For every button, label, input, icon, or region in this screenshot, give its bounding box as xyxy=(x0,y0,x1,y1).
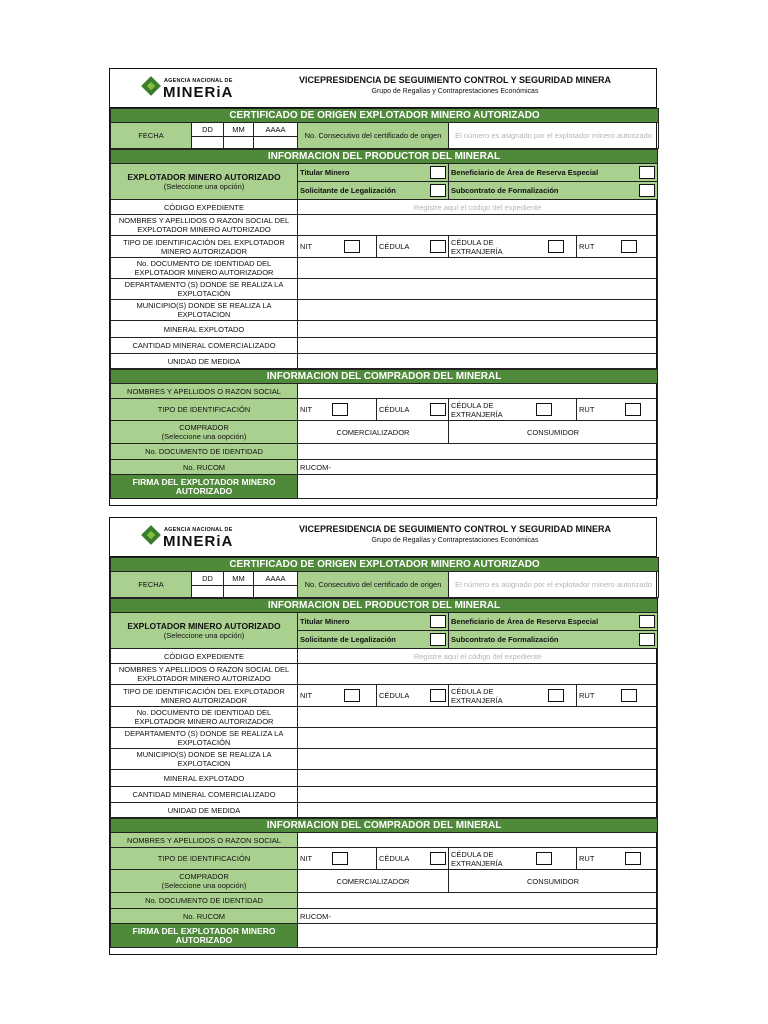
rucom-label: No. RUCOM xyxy=(111,909,298,924)
cantidad-field[interactable] xyxy=(298,787,658,803)
certificate-table xyxy=(110,108,659,149)
cedula-ext-checkbox[interactable] xyxy=(548,240,564,253)
producer-section-title: INFORMACION DEL PRODUCTOR DEL MINERAL xyxy=(111,150,658,164)
cantidad-label: CANTIDAD MINERAL COMERCIALIZADO xyxy=(111,787,298,803)
rucom-label: No. RUCOM xyxy=(111,460,298,475)
date-yyyy-field[interactable] xyxy=(254,586,298,598)
cantidad-label: CANTIDAD MINERAL COMERCIALIZADO xyxy=(111,338,298,354)
header-title: VICEPRESIDENCIA DE SEGUIMIENTO CONTROL Y SEGURIDAD MINERA xyxy=(298,524,612,534)
option-solicitante-label: Solicitante de Legalización xyxy=(300,635,396,644)
buyer-no-doc-label: No. DOCUMENTO DE IDENTIDAD xyxy=(111,444,298,460)
date-mm-field[interactable] xyxy=(224,137,254,149)
cedula-label: CÉDULA xyxy=(379,242,410,251)
buyer-cedula-label: CÉDULA xyxy=(379,405,410,414)
buyer-nit-label: NIT xyxy=(300,405,313,414)
option-solicitante-label: Solicitante de Legalización xyxy=(300,186,396,195)
buyer-rut-checkbox[interactable] xyxy=(625,403,641,416)
producer-table xyxy=(110,598,658,818)
logo-agency-text: AGENCIA NACIONAL DE xyxy=(164,527,233,533)
explotador-hint: (Seleccione una opción) xyxy=(163,630,245,640)
buyer-table xyxy=(110,818,658,948)
certificate-form-1 xyxy=(109,68,657,506)
subcontrato-checkbox[interactable] xyxy=(639,184,655,197)
buyer-nombres-label: NOMBRES Y APELLIDOS O RAZON SOCIAL xyxy=(111,833,298,848)
municipio-field[interactable] xyxy=(298,749,658,770)
comercializador-option[interactable]: COMERCIALIZADOR xyxy=(298,421,449,444)
consumidor-option[interactable]: CONSUMIDOR xyxy=(449,421,658,444)
comprador-hint: (Seleccione una oopción) xyxy=(161,881,247,890)
option-subcontrato[interactable] xyxy=(449,631,658,649)
date-dd-label: DD xyxy=(192,572,224,586)
buyer-nombres-field[interactable] xyxy=(298,833,658,848)
no-doc-label: No. DOCUMENTO DE IDENTIDAD DEL EXPLOTADOR MINERO AUTORIZADOR xyxy=(111,258,298,279)
date-label: FECHA xyxy=(111,572,192,598)
buyer-cedula-label: CÉDULA xyxy=(379,854,410,863)
explotador-label-text: EXPLOTADOR MINERO AUTORIZADO xyxy=(127,171,281,182)
buyer-no-doc-field[interactable] xyxy=(298,444,658,460)
option-titular-label: Titular Minero xyxy=(300,168,350,177)
nit-label: NIT xyxy=(300,691,313,700)
buyer-tipo-id-label: TIPO DE IDENTIFICACIÓN xyxy=(111,848,298,870)
consecutive-field[interactable]: El número es asignado por el explotador minero autorizado xyxy=(449,572,659,598)
comprador-hint: (Seleccione una oopción) xyxy=(161,432,247,441)
municipio-field[interactable] xyxy=(298,300,658,321)
logo-diamond-icon xyxy=(141,76,161,96)
buyer-nit-checkbox[interactable] xyxy=(332,852,348,865)
nit-option[interactable] xyxy=(298,685,377,707)
comprador-label xyxy=(111,421,298,444)
buyer-nombres-field[interactable] xyxy=(298,384,658,399)
producer-section-title: INFORMACION DEL PRODUCTOR DEL MINERAL xyxy=(111,599,658,613)
explotador-label xyxy=(111,613,298,649)
logo-agency-text: AGENCIA NACIONAL DE xyxy=(164,78,233,84)
buyer-cedula-ext-checkbox[interactable] xyxy=(536,403,552,416)
buyer-rut-label: RUT xyxy=(579,854,595,863)
date-dd-field[interactable] xyxy=(192,137,224,149)
mineral-field[interactable] xyxy=(298,770,658,787)
departamento-label: DEPARTAMENTO (S) DONDE SE REALIZA LA EXPLOTACIÓN xyxy=(111,279,298,300)
date-mm-field[interactable] xyxy=(224,586,254,598)
no-doc-label: No. DOCUMENTO DE IDENTIDAD DEL EXPLOTADOR MINERO AUTORIZADOR xyxy=(111,707,298,728)
buyer-section-title: INFORMACION DEL COMPRADOR DEL MINERAL xyxy=(111,370,658,384)
buyer-no-doc-field[interactable] xyxy=(298,893,658,909)
mineral-label: MINERAL EXPLOTADO xyxy=(111,770,298,787)
mineral-field[interactable] xyxy=(298,321,658,338)
rut-option[interactable] xyxy=(577,685,658,707)
unidad-field[interactable] xyxy=(298,354,658,369)
buyer-cedula-option[interactable] xyxy=(377,848,449,870)
nombres-label: NOMBRES Y APELLIDOS O RAZON SOCIAL DEL EXPLOTADOR MINERO AUTORIZADO xyxy=(111,215,298,236)
firma-label: FIRMA DEL EXPLOTADOR MINERO AUTORIZADO xyxy=(111,475,298,499)
explotador-hint: (Seleccione una opción) xyxy=(163,181,245,191)
logo-name-text: MINERiA xyxy=(163,84,234,101)
rut-option[interactable] xyxy=(577,236,658,258)
beneficiario-checkbox[interactable] xyxy=(639,166,655,179)
consecutive-label: No. Consecutivo del certificado de origen xyxy=(298,572,449,598)
comercializador-option[interactable]: COMERCIALIZADOR xyxy=(298,870,449,893)
option-titular[interactable] xyxy=(298,164,449,182)
header-title: VICEPRESIDENCIA DE SEGUIMIENTO CONTROL Y SEGURIDAD MINERA xyxy=(298,75,612,85)
buyer-nombres-label: NOMBRES Y APELLIDOS O RAZON SOCIAL xyxy=(111,384,298,399)
mineral-label: MINERAL EXPLOTADO xyxy=(111,321,298,338)
buyer-nit-label: NIT xyxy=(300,854,313,863)
buyer-cedula-ext-label: CÉDULA DE EXTRANJERÍA xyxy=(451,400,503,419)
header-subtitle: Grupo de Regalías y Contraprestaciones Económicas xyxy=(371,88,539,95)
departamento-label: DEPARTAMENTO (S) DONDE SE REALIZA LA EXPLOTACIÓN xyxy=(111,728,298,749)
nit-checkbox[interactable] xyxy=(344,240,360,253)
departamento-field[interactable] xyxy=(298,279,658,300)
buyer-cedula-ext-label: CÉDULA DE EXTRANJERÍA xyxy=(451,849,503,868)
municipio-label: MUNICIPIO(S) DONDE SE REALIZA LA EXPLOTACION xyxy=(111,749,298,770)
date-mm-label: MM xyxy=(224,123,254,137)
date-yyyy-label: AAAA xyxy=(254,123,298,137)
rut-checkbox[interactable] xyxy=(621,240,637,253)
rut-label: RUT xyxy=(579,691,595,700)
consecutive-field[interactable]: El número es asignado por el explotador minero autorizado xyxy=(449,123,659,149)
cedula-checkbox[interactable] xyxy=(430,240,446,253)
codigo-field[interactable]: Registre aquí el código del expediente xyxy=(298,649,658,664)
tipo-id-label: TIPO DE IDENTIFICACIÓN DEL EXPLOTADOR MINERO AUTORIZADOR xyxy=(111,236,298,258)
explotador-label xyxy=(111,164,298,200)
agency-logo xyxy=(144,77,264,103)
rucom-field[interactable]: RUCOM- xyxy=(298,460,658,475)
buyer-rut-option[interactable] xyxy=(577,848,658,870)
codigo-label: CÓDIGO EXPEDIENTE xyxy=(111,649,298,664)
rut-label: RUT xyxy=(579,242,595,251)
option-beneficiario[interactable] xyxy=(449,613,658,631)
subcontrato-checkbox[interactable] xyxy=(639,633,655,646)
codigo-field[interactable]: Registre aquí el código del expediente xyxy=(298,200,658,215)
certificate-title: CERTIFICADO DE ORIGEN EXPLOTADOR MINERO AUTORIZADO xyxy=(111,109,659,123)
form-header xyxy=(110,69,656,108)
cedula-ext-label: CÉDULA DE EXTRANJERÍA xyxy=(451,686,503,705)
buyer-table xyxy=(110,369,658,499)
cedula-checkbox[interactable] xyxy=(430,689,446,702)
date-yyyy-label: AAAA xyxy=(254,572,298,586)
solicitante-checkbox[interactable] xyxy=(430,184,446,197)
no-doc-field[interactable] xyxy=(298,707,658,728)
certificate-form-2 xyxy=(109,517,657,955)
buyer-tipo-id-label: TIPO DE IDENTIFICACIÓN xyxy=(111,399,298,421)
option-subcontrato[interactable] xyxy=(449,182,658,200)
date-mm-label: MM xyxy=(224,572,254,586)
buyer-nit-option[interactable] xyxy=(298,848,377,870)
option-solicitante[interactable] xyxy=(298,631,449,649)
form-header xyxy=(110,518,656,557)
cedula-ext-option[interactable] xyxy=(449,236,577,258)
cedula-ext-label: CÉDULA DE EXTRANJERÍA xyxy=(451,237,503,256)
buyer-rut-checkbox[interactable] xyxy=(625,852,641,865)
firma-field[interactable] xyxy=(298,924,658,948)
buyer-nit-checkbox[interactable] xyxy=(332,403,348,416)
titular-checkbox[interactable] xyxy=(430,166,446,179)
buyer-nit-option[interactable] xyxy=(298,399,377,421)
titular-checkbox[interactable] xyxy=(430,615,446,628)
buyer-cedula-ext-checkbox[interactable] xyxy=(536,852,552,865)
codigo-label: CÓDIGO EXPEDIENTE xyxy=(111,200,298,215)
buyer-section-title: INFORMACION DEL COMPRADOR DEL MINERAL xyxy=(111,819,658,833)
logo-name-text: MINERiA xyxy=(163,533,234,550)
tipo-id-label: TIPO DE IDENTIFICACIÓN DEL EXPLOTADOR MINERO AUTORIZADOR xyxy=(111,685,298,707)
consumidor-option[interactable]: CONSUMIDOR xyxy=(449,870,658,893)
option-solicitante[interactable] xyxy=(298,182,449,200)
date-dd-label: DD xyxy=(192,123,224,137)
certificate-table xyxy=(110,557,659,598)
cedula-label: CÉDULA xyxy=(379,691,410,700)
buyer-rut-label: RUT xyxy=(579,405,595,414)
unidad-label: UNIDAD DE MEDIDA xyxy=(111,803,298,818)
explotador-label-text: EXPLOTADOR MINERO AUTORIZADO xyxy=(127,620,281,631)
option-subcontrato-label: Subcontrato de Formalización xyxy=(451,635,559,644)
nit-label: NIT xyxy=(300,242,313,251)
rucom-field[interactable]: RUCOM- xyxy=(298,909,658,924)
departamento-field[interactable] xyxy=(298,728,658,749)
buyer-rut-option[interactable] xyxy=(577,399,658,421)
nombres-field[interactable] xyxy=(298,664,658,685)
nombres-field[interactable] xyxy=(298,215,658,236)
producer-table xyxy=(110,149,658,369)
nit-option[interactable] xyxy=(298,236,377,258)
cedula-ext-option[interactable] xyxy=(449,685,577,707)
date-dd-field[interactable] xyxy=(192,586,224,598)
solicitante-checkbox[interactable] xyxy=(430,633,446,646)
buyer-cedula-checkbox[interactable] xyxy=(430,852,446,865)
cantidad-field[interactable] xyxy=(298,338,658,354)
option-titular[interactable] xyxy=(298,613,449,631)
buyer-cedula-option[interactable] xyxy=(377,399,449,421)
date-yyyy-field[interactable] xyxy=(254,137,298,149)
firma-field[interactable] xyxy=(298,475,658,499)
cedula-option[interactable] xyxy=(377,685,449,707)
buyer-cedula-ext-option[interactable] xyxy=(449,848,577,870)
comprador-label-text: COMPRADOR xyxy=(179,872,229,881)
buyer-no-doc-label: No. DOCUMENTO DE IDENTIDAD xyxy=(111,893,298,909)
no-doc-field[interactable] xyxy=(298,258,658,279)
header-subtitle: Grupo de Regalías y Contraprestaciones Económicas xyxy=(371,537,539,544)
rut-checkbox[interactable] xyxy=(621,689,637,702)
option-titular-label: Titular Minero xyxy=(300,617,350,626)
beneficiario-checkbox[interactable] xyxy=(639,615,655,628)
nit-checkbox[interactable] xyxy=(344,689,360,702)
logo-diamond-icon xyxy=(141,525,161,545)
unidad-field[interactable] xyxy=(298,803,658,818)
cedula-ext-checkbox[interactable] xyxy=(548,689,564,702)
agency-logo xyxy=(144,526,264,552)
cedula-option[interactable] xyxy=(377,236,449,258)
nombres-label: NOMBRES Y APELLIDOS O RAZON SOCIAL DEL EXPLOTADOR MINERO AUTORIZADO xyxy=(111,664,298,685)
buyer-cedula-ext-option[interactable] xyxy=(449,399,577,421)
firma-label: FIRMA DEL EXPLOTADOR MINERO AUTORIZADO xyxy=(111,924,298,948)
option-beneficiario-label: Beneficiario de Área de Reserva Especial xyxy=(451,617,599,626)
unidad-label: UNIDAD DE MEDIDA xyxy=(111,354,298,369)
municipio-label: MUNICIPIO(S) DONDE SE REALIZA LA EXPLOTACION xyxy=(111,300,298,321)
comprador-label xyxy=(111,870,298,893)
consecutive-label: No. Consecutivo del certificado de origen xyxy=(298,123,449,149)
option-beneficiario[interactable] xyxy=(449,164,658,182)
comprador-label-text: COMPRADOR xyxy=(179,423,229,432)
option-beneficiario-label: Beneficiario de Área de Reserva Especial xyxy=(451,168,599,177)
option-subcontrato-label: Subcontrato de Formalización xyxy=(451,186,559,195)
buyer-cedula-checkbox[interactable] xyxy=(430,403,446,416)
date-label: FECHA xyxy=(111,123,192,149)
certificate-title: CERTIFICADO DE ORIGEN EXPLOTADOR MINERO AUTORIZADO xyxy=(111,558,659,572)
